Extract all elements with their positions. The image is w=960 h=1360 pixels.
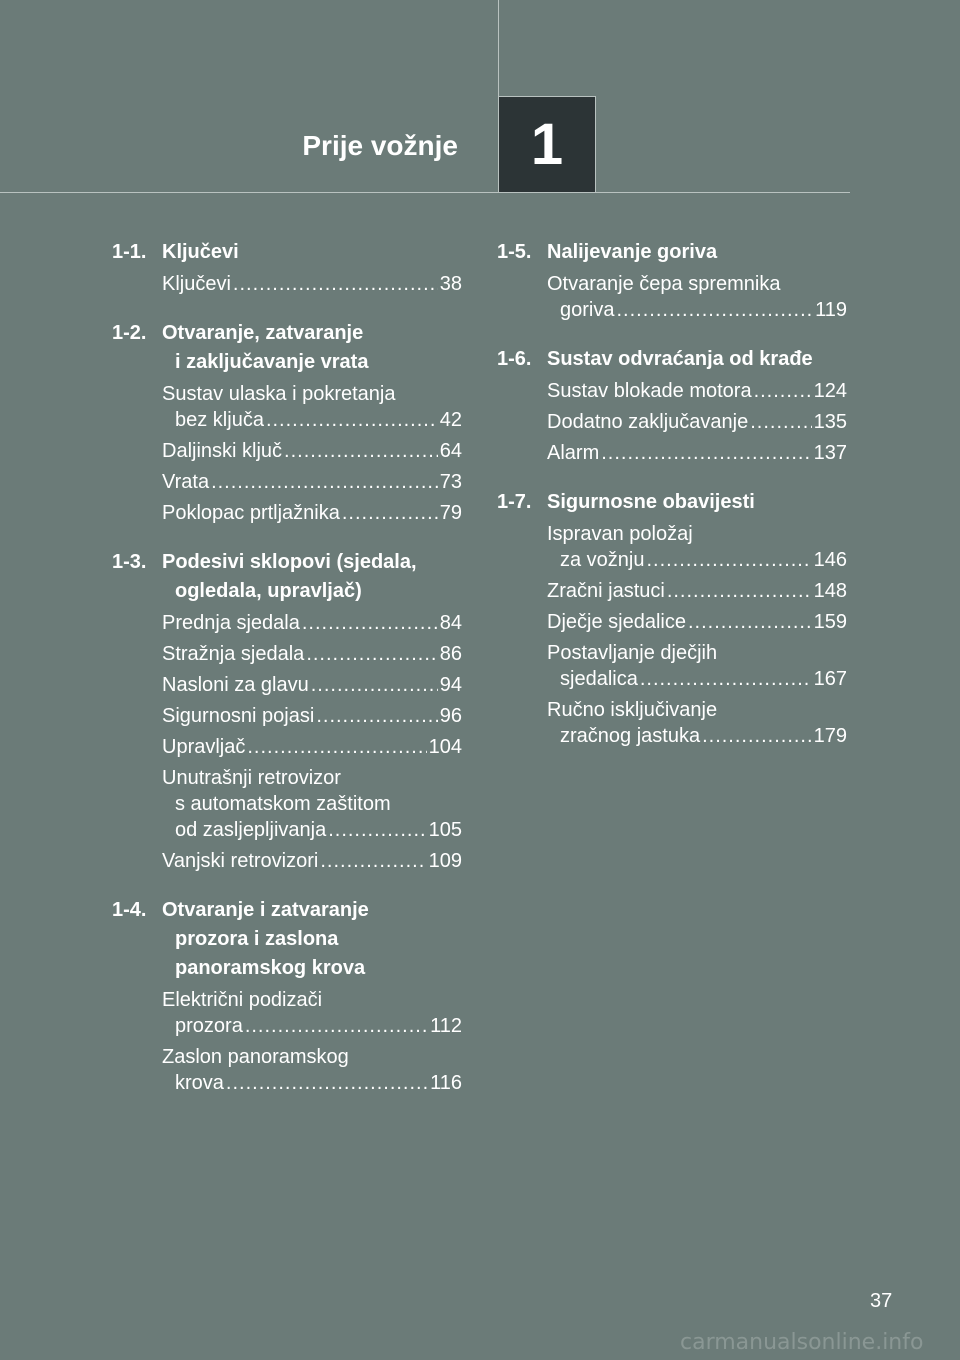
- toc-entry[interactable]: [162, 438, 462, 464]
- dot-leader: [266, 407, 438, 433]
- entry-label: prozora: [175, 1015, 243, 1037]
- dot-leader: [647, 547, 812, 573]
- dot-leader: [688, 609, 812, 635]
- dot-leader: [750, 409, 811, 435]
- entry-label: Unutrašnji retrovizor: [162, 767, 341, 789]
- entry-page-number: 73: [439, 471, 462, 493]
- dot-leader: [247, 734, 426, 760]
- entry-page-number: 112: [430, 1015, 462, 1037]
- toc-entry[interactable]: [547, 409, 847, 435]
- section-heading[interactable]: [112, 238, 462, 267]
- entry-label: Sustav blokade motora: [547, 380, 752, 402]
- dot-leader: [601, 440, 811, 466]
- dot-leader: [311, 672, 438, 698]
- page-number: 37: [870, 1290, 893, 1312]
- entry-page-number: 94: [439, 674, 462, 696]
- entry-page-number: 64: [439, 440, 462, 462]
- entry-label: goriva: [560, 299, 615, 321]
- toc-entry[interactable]: [162, 765, 462, 843]
- entry-label: Sustav ulaska i pokretanja: [162, 383, 396, 405]
- entry-label: Zračni jastuci: [547, 580, 665, 602]
- entry-label: krova: [175, 1072, 224, 1094]
- entry-page-number: 104: [428, 736, 462, 758]
- section-title: Otvaranje i zatvaranje prozora i zaslona panoramskog krova: [162, 899, 369, 979]
- entry-label: Električni podizači: [162, 989, 323, 1011]
- dot-leader: [328, 817, 426, 843]
- section-title: Ključevi: [162, 241, 239, 263]
- entry-label: Nasloni za glavu: [162, 674, 309, 696]
- dot-leader: [226, 1070, 428, 1096]
- entry-label: Dodatno zaključavanje: [547, 411, 749, 433]
- entry-label: Ključevi: [162, 273, 231, 295]
- section-heading[interactable]: [497, 238, 847, 267]
- entry-label: Daljinski ključ: [162, 440, 283, 462]
- section-title: Podesivi sklopovi (sjedala, ogledala, upravljač): [162, 551, 417, 602]
- toc-entry[interactable]: [162, 734, 462, 760]
- dot-leader: [640, 666, 812, 692]
- toc-entry[interactable]: [162, 703, 462, 729]
- entry-page-number: 135: [813, 411, 847, 433]
- entry-page-number: 159: [813, 611, 847, 633]
- entry-label: Zaslon panoramskog: [162, 1046, 349, 1068]
- entry-page-number: 124: [813, 380, 847, 402]
- toc-entry[interactable]: [162, 500, 462, 526]
- section-heading[interactable]: [112, 548, 462, 606]
- toc-section: [112, 238, 462, 297]
- entry-page-number: 116: [430, 1072, 462, 1094]
- toc-entry[interactable]: [162, 469, 462, 495]
- dot-leader: [233, 271, 438, 297]
- entry-label: Otvaranje čepa spremnika: [547, 273, 781, 295]
- header-divider-horizontal: [0, 192, 850, 193]
- entry-page-number: 38: [439, 273, 462, 295]
- entry-label: Alarm: [547, 442, 600, 464]
- dot-leader: [667, 578, 812, 604]
- watermark: carmanualsonline.info: [680, 1330, 924, 1355]
- toc-section: [112, 896, 462, 1096]
- dot-leader: [702, 723, 812, 749]
- entry-label: sjedalica: [560, 668, 638, 690]
- toc-entry[interactable]: [162, 641, 462, 667]
- dot-leader: [316, 703, 437, 729]
- entry-page-number: 86: [439, 643, 462, 665]
- toc-section: [497, 238, 847, 323]
- dot-leader: [211, 469, 438, 495]
- entry-page-number: 137: [813, 442, 847, 464]
- section-number: 1-1.: [112, 241, 147, 263]
- toc-entry[interactable]: [162, 848, 462, 874]
- toc-entry[interactable]: [162, 610, 462, 636]
- section-number: 1-6.: [497, 348, 532, 370]
- entry-page-number: 167: [813, 668, 847, 690]
- entry-page-number: 146: [813, 549, 847, 571]
- section-number: 1-5.: [497, 241, 532, 263]
- entry-label: Poklopac prtljažnika: [162, 502, 340, 524]
- entry-label: Ispravan položaj: [547, 523, 693, 545]
- section-heading[interactable]: [497, 345, 847, 374]
- dot-leader: [320, 848, 426, 874]
- section-title: Sigurnosne obavijesti: [547, 491, 755, 513]
- entry-page-number: 179: [813, 725, 847, 747]
- toc-entry[interactable]: [162, 271, 462, 297]
- entry-page-number: 96: [439, 705, 462, 727]
- header-divider-vertical: [498, 0, 499, 96]
- toc-column-left: [112, 238, 462, 1118]
- entry-label: Prednja sjedala: [162, 612, 300, 634]
- toc-section: [497, 345, 847, 466]
- dot-leader: [616, 297, 813, 323]
- dot-leader: [754, 378, 812, 404]
- section-number: 1-4.: [112, 899, 147, 921]
- toc-entry[interactable]: [162, 1044, 462, 1096]
- toc-entry[interactable]: [547, 271, 847, 323]
- dot-leader: [342, 500, 438, 526]
- section-heading[interactable]: [497, 488, 847, 517]
- section-number: 1-7.: [497, 491, 532, 513]
- toc-section: [497, 488, 847, 749]
- dot-leader: [284, 438, 438, 464]
- entry-label: Ručno isključivanje: [547, 699, 718, 721]
- toc-section: [112, 319, 462, 526]
- toc-entry[interactable]: [547, 378, 847, 404]
- toc-entry[interactable]: [547, 640, 847, 692]
- section-title: Sustav odvraćanja od krađe: [547, 348, 813, 370]
- dot-leader: [306, 641, 437, 667]
- entry-label: Stražnja sjedala: [162, 643, 305, 665]
- entry-label: Dječje sjedalice: [547, 611, 686, 633]
- entry-page-number: 119: [815, 299, 847, 321]
- toc-entry[interactable]: [547, 440, 847, 466]
- entry-page-number: 84: [439, 612, 462, 634]
- entry-label: bez ključa: [175, 409, 264, 431]
- section-number: 1-2.: [112, 322, 147, 344]
- chapter-number-badge: [498, 96, 596, 193]
- dot-leader: [302, 610, 438, 636]
- entry-label: s automatskom zaštitom: [175, 793, 391, 815]
- entry-label: Vanjski retrovizori: [162, 850, 319, 872]
- toc-entry[interactable]: [162, 987, 462, 1039]
- section-heading[interactable]: [112, 896, 462, 983]
- chapter-title: Prije vožnje: [302, 130, 458, 161]
- entry-page-number: 105: [428, 819, 462, 841]
- entry-page-number: 148: [813, 580, 847, 602]
- section-title: Nalijevanje goriva: [547, 241, 718, 263]
- entry-label: Sigurnosni pojasi: [162, 705, 315, 727]
- toc-entry[interactable]: [547, 697, 847, 749]
- toc-entry[interactable]: [162, 672, 462, 698]
- toc-entry[interactable]: [547, 578, 847, 604]
- entry-page-number: 42: [439, 409, 462, 431]
- section-number: 1-3.: [112, 551, 147, 573]
- section-title: Otvaranje, zatvaranje i zaključavanje vrata: [162, 322, 369, 373]
- section-heading[interactable]: [112, 319, 462, 377]
- entry-label: od zasljepljivanja: [175, 819, 327, 841]
- entry-label: Vrata: [162, 471, 210, 493]
- entry-page-number: 109: [428, 850, 462, 872]
- toc-section: [112, 548, 462, 874]
- entry-label: zračnog jastuka: [560, 725, 701, 747]
- entry-label: za vožnju: [560, 549, 645, 571]
- chapter-number: 1: [530, 112, 564, 177]
- entry-page-number: 79: [439, 502, 462, 524]
- toc-column-right: [497, 238, 847, 771]
- toc-entry[interactable]: [547, 609, 847, 635]
- toc-entry[interactable]: [162, 381, 462, 433]
- entry-label: Upravljač: [162, 736, 246, 758]
- toc-entry[interactable]: [547, 521, 847, 573]
- entry-label: Postavljanje dječjih: [547, 642, 718, 664]
- dot-leader: [245, 1013, 428, 1039]
